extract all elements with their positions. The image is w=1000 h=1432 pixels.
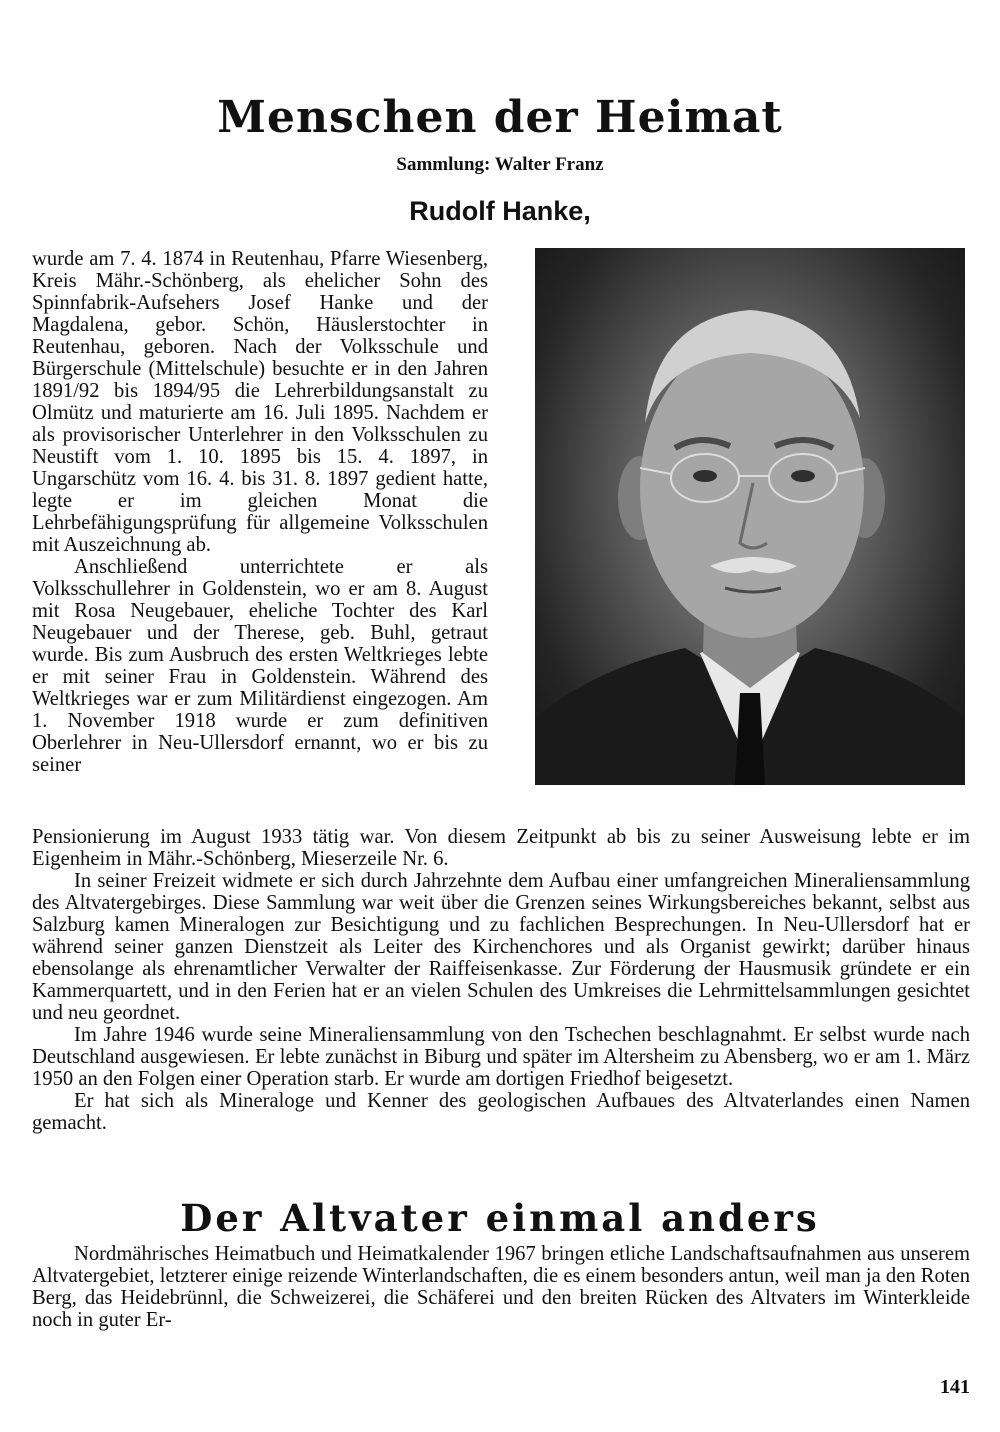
page-number: 141 [940, 1376, 970, 1398]
article-paragraph: In seiner Freizeit widmete er sich durch Jahrzehnte dem Aufbau einer umfangreichen Mineraliensammlung des Altvatergebirges. Diese Sammlung war weit über die Grenzen seines Wirkungsbereiches bekannt, selbst aus Salzburg kamen Mineralogen zur Besichtigung und zu fachlichen Besprechungen. In Neu-Ullersdorf hat er während seiner ganzen Dienstzeit als Leiter des Kirchenchores und als Organist gewirkt; darüber hinaus ebensolange als ehrenamtlicher Verwalter der Raiffeisenkasse. Zur Förderung der Hausmusik gründete er ein Kammerquartett, und in den Ferien hat er an vielen Schulen des Umkreises die Lehrmittelsammlungen gesichtet und neu geordnet. [32, 870, 970, 1024]
section-paragraph: Nordmährisches Heimatbuch und Heimatkalender 1967 bringen etliche Landschaftsaufnahmen aus unserem Altvatergebiet, letzterer einige reizende Winterlandschaften, die es einem besonders antun, weil man ja den Roten Berg, das Heidebrünnl, die Schweizerei, die Schäferei und den breiten Rücken des Altvaters im Winterkleide noch in guter Er- [32, 1243, 970, 1331]
collection-subtitle: Sammlung: Walter Franz [396, 154, 604, 175]
portrait-illustration [535, 248, 965, 785]
section-title: Der Altvater einmal anders [180, 1196, 820, 1240]
section-body [32, 1243, 970, 1331]
article-paragraph: Im Jahre 1946 wurde seine Mineraliensammlung von den Tschechen beschlagnahmt. Er selbst wurde nach Deutschland ausgewiesen. Er lebte zunächst in Biburg und später im Altersheim zu Abensberg, wo er am 1. März 1950 an den Folgen einer Operation starb. Er wurde am dortigen Friedhof beigesetzt. [32, 1024, 970, 1090]
page-title: Menschen der Heimat [217, 92, 783, 143]
article-full-column [32, 826, 970, 1134]
article-paragraph: Anschließend unterrichtete er als Volksschullehrer in Goldenstein, wo er am 8. August mit Rosa Neugebauer, eheliche Tochter des Karl Neugebauer und der Therese, geb. Buhl, getraut wurde. Bis zum Ausbruch des ersten Weltkrieges lebte er mit seiner Frau in Goldenstein. Während des Weltkrieges war er zum Militärdienst eingezogen. Am 1. November 1918 wurde er zum definitiven Oberlehrer in Neu-Ullersdorf ernannt, wo er bis zu seiner [32, 556, 488, 776]
person-name-heading: Rudolf Hanke, [409, 196, 591, 226]
article-paragraph: Er hat sich als Mineraloge und Kenner des geologischen Aufbaues des Altvaterlandes einen Namen gemacht. [32, 1090, 970, 1134]
article-paragraph: Pensionierung im August 1933 tätig war. Von diesem Zeitpunkt ab bis zu seiner Ausweisung lebte er im Eigenheim in Mähr.-Schönberg, Mieserzeile Nr. 6. [32, 826, 970, 870]
portrait-photo [535, 248, 965, 785]
article-paragraph: wurde am 7. 4. 1874 in Reutenhau, Pfarre Wiesenberg, Kreis Mähr.-Schönberg, als ehelicher Sohn des Spinnfabrik-Aufsehers Josef Hanke und der Magdalena, gebor. Schön, Häuslerstochter in Reutenhau, geboren. Nach der Volksschule und Bürgerschule (Mittelschule) besuchte er in den Jahren 1891/92 bis 1894/95 die Lehrerbildungsanstalt zu Olmütz und maturierte am 16. Juli 1895. Nachdem er als provisorischer Unterlehrer in den Volksschulen zu Neustift vom 1. 10. 1895 bis 15. 4. 1897, in Ungarschütz vom 16. 4. bis 31. 8. 1897 gedient hatte, legte er im gleichen Monat die Lehrbefähigungsprüfung für allgemeine Volksschulen mit Auszeichnung ab. [32, 248, 488, 556]
article-left-column [32, 248, 488, 776]
